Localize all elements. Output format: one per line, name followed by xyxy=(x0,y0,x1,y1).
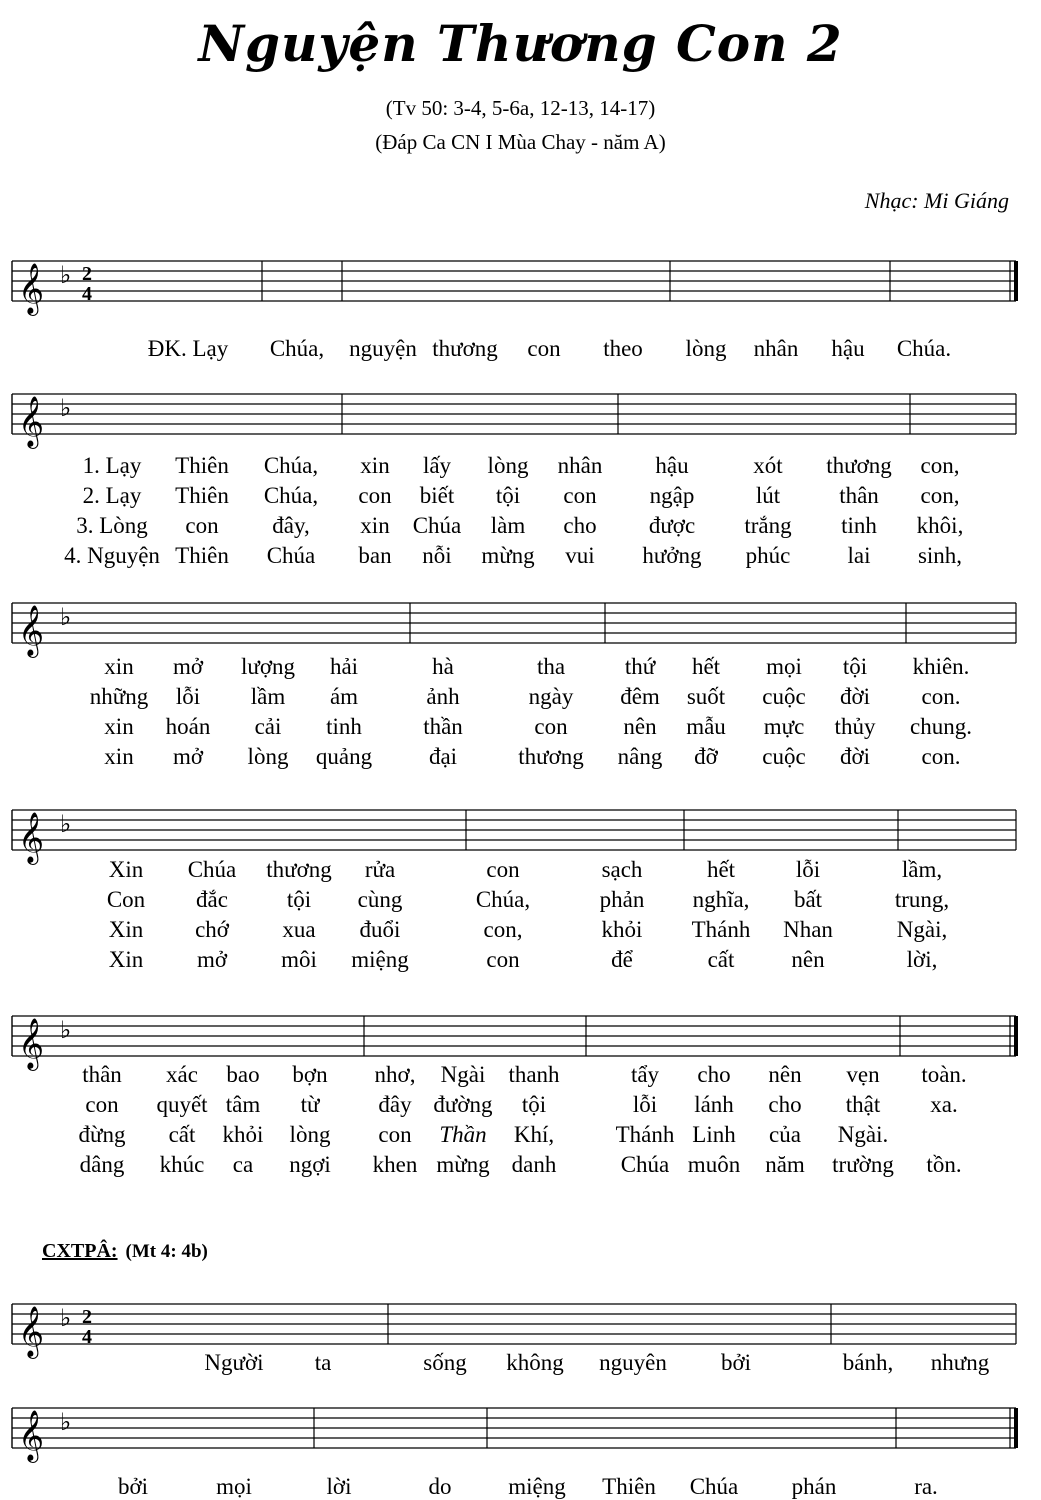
lyric-syllable: Chúa xyxy=(187,857,237,882)
lyric-syllable: nhân xyxy=(557,453,603,478)
lyric-syllable: môi xyxy=(281,947,317,972)
lyric-syllable: cùng xyxy=(357,887,403,912)
lyric-syllable: cho xyxy=(768,1092,802,1117)
lyric-syllable: thật xyxy=(845,1092,881,1117)
time-signature-top: 2 xyxy=(82,263,92,285)
lyric-syllable: xin xyxy=(104,714,134,739)
lyric-syllable: lời xyxy=(326,1474,352,1499)
lyric-syllable: Chúa, xyxy=(475,887,531,912)
lyric-syllable: tội xyxy=(495,483,521,508)
flat-icon: ♭ xyxy=(60,261,72,289)
lyric-syllable: mẫu xyxy=(686,714,726,739)
lyric-syllable: theo xyxy=(603,336,643,361)
lyric-syllable: đuổi xyxy=(359,917,401,942)
lyric-syllable: bởi xyxy=(117,1474,149,1499)
lyric-syllable: lầm xyxy=(250,684,286,709)
lyric-syllable: miệng xyxy=(351,947,409,972)
lyric-syllable: lỗi xyxy=(632,1092,658,1117)
psalm-reference: (Tv 50: 3-4, 5-6a, 12-13, 14-17) xyxy=(385,96,656,120)
lyric-syllable: con xyxy=(85,1092,119,1117)
lyric-syllable: cuộc xyxy=(762,744,806,769)
lyric-syllable: khiên. xyxy=(912,654,970,679)
lyric-syllable: đây xyxy=(378,1092,412,1117)
lyric-syllable: nhưng xyxy=(930,1350,990,1375)
lyric-syllable: sống xyxy=(423,1350,467,1375)
lyric-syllable: ngập xyxy=(649,483,695,508)
lyric-syllable: Thiên xyxy=(175,453,229,478)
lyric-syllable: cất xyxy=(707,947,735,972)
lyric-syllable: Xin xyxy=(108,857,144,882)
lyric-syllable: ảnh xyxy=(426,684,460,709)
lyric-syllable: ĐK. Lạy xyxy=(147,336,229,361)
lyric-syllable: ám xyxy=(329,684,359,709)
lyric-syllable: cất xyxy=(168,1122,196,1147)
lyric-syllable: Thiên xyxy=(175,483,229,508)
lyric-syllable: tinh xyxy=(841,513,877,538)
lyric-syllable: ngày xyxy=(528,684,574,709)
lyric-syllable: lỗi xyxy=(175,684,201,709)
lyric-syllable: mực xyxy=(763,714,805,739)
treble-clef-icon: 𝄞 xyxy=(18,396,45,447)
lyric-syllable: Xin xyxy=(108,947,144,972)
lyric-syllable: Chúa xyxy=(266,543,316,568)
lyric-syllable: 1. Lạy xyxy=(82,453,142,478)
lyric-syllable: nâng xyxy=(617,744,663,769)
lyric-syllable: xin xyxy=(104,654,134,679)
lyric-syllable: khỏi xyxy=(222,1122,264,1147)
lyric-syllable: Ngài xyxy=(440,1062,486,1087)
lyric-syllable: đại xyxy=(428,744,458,769)
lyric-syllable: 4. Nguyện xyxy=(64,543,160,568)
lyric-syllable: vẹn xyxy=(846,1062,880,1087)
treble-clef-icon: 𝄞 xyxy=(18,263,45,314)
staff-3 xyxy=(0,593,1041,656)
lyric-syllable: Thánh xyxy=(615,1122,675,1147)
lyric-syllable: trắng xyxy=(744,513,792,538)
lyric-syllable: con, xyxy=(920,453,960,478)
lyric-syllable: những xyxy=(89,684,149,709)
lyric-syllable: xua xyxy=(282,917,316,942)
lyric-syllable: năm xyxy=(765,1152,805,1177)
lyric-syllable: nhơ, xyxy=(374,1062,416,1087)
lyric-syllable: phán xyxy=(791,1474,837,1499)
lyric-syllable: Con xyxy=(106,887,146,912)
lyric-syllable: nguyện xyxy=(349,336,417,361)
lyric-syllable: đời xyxy=(839,684,871,709)
lyric-syllable: xin xyxy=(360,453,390,478)
lyric-syllable: đời xyxy=(839,744,871,769)
lyric-syllable: đây, xyxy=(272,513,310,538)
acclamation-label: CXTPÂ: xyxy=(42,1240,118,1262)
lyric-syllable: Thánh xyxy=(691,917,751,942)
lyric-syllable: con xyxy=(486,947,520,972)
lyric-syllable: được xyxy=(648,513,696,538)
lyric-syllable: con xyxy=(378,1122,412,1147)
lyric-syllable: muôn xyxy=(687,1152,741,1177)
lyric-syllable: trung, xyxy=(894,887,950,912)
lyric-syllable: Ngài. xyxy=(837,1122,889,1147)
lyric-syllable: chung. xyxy=(910,714,972,739)
lyric-syllable: Chúa. xyxy=(896,336,952,361)
lyric-syllable: thần xyxy=(423,714,463,739)
lyric-syllable: biết xyxy=(419,483,455,508)
lyric-syllable: sạch xyxy=(601,857,643,882)
lyric-syllable: Chúa, xyxy=(263,483,319,508)
lyric-syllable: khúc xyxy=(159,1152,205,1177)
lyric-syllable: con, xyxy=(483,917,523,942)
lyric-syllable: thương xyxy=(518,744,584,769)
lyric-syllable: mọi xyxy=(216,1474,252,1499)
lyric-syllable: lỗi xyxy=(795,857,821,882)
lyric-syllable: do xyxy=(428,1474,452,1499)
lyric-syllable: bất xyxy=(793,887,823,912)
lyric-syllable: thứ xyxy=(624,654,656,679)
lyric-syllable: khôi, xyxy=(916,513,964,538)
lyric-syllable: suốt xyxy=(686,684,726,709)
lyric-syllable: phúc xyxy=(745,543,791,568)
treble-clef-icon: 𝄞 xyxy=(18,1306,45,1357)
lyric-syllable: xin xyxy=(104,744,134,769)
lyric-syllable: của xyxy=(769,1122,801,1147)
lyric-syllable: con xyxy=(527,336,561,361)
lyric-syllable: hết xyxy=(691,654,721,679)
lyric-syllable: nỗi xyxy=(422,543,452,568)
lyric-syllable: tồn. xyxy=(926,1152,962,1177)
treble-clef-icon: 𝄞 xyxy=(18,605,45,656)
lyric-syllable: khen xyxy=(372,1152,418,1177)
lyric-syllable: đường xyxy=(433,1092,493,1117)
song-title: Nguyện Thương Con 2 xyxy=(198,14,843,73)
lyric-syllable: cho xyxy=(697,1062,731,1087)
acclamation-heading xyxy=(42,1240,208,1263)
staff-7 xyxy=(0,1398,1041,1461)
lyric-syllable: lời, xyxy=(906,947,938,972)
lyric-syllable: bánh, xyxy=(842,1350,894,1375)
lyric-syllable: mở xyxy=(172,654,204,679)
lyric-syllable: Chúa, xyxy=(263,453,319,478)
lyric-syllable: làm xyxy=(490,513,526,538)
lyric-syllable: thương xyxy=(432,336,498,361)
lyric-syllable: ban xyxy=(358,543,392,568)
lyric-syllable: phản xyxy=(599,887,645,912)
lyric-syllable: rửa xyxy=(364,857,396,882)
lyric-syllable: tha xyxy=(536,654,566,679)
lyric-syllable: mừng xyxy=(436,1152,490,1177)
flat-icon: ♭ xyxy=(60,394,72,422)
lyric-syllable: để xyxy=(611,947,633,972)
time-signature-bottom: 4 xyxy=(82,283,92,305)
lyric-syllable: thanh xyxy=(508,1062,560,1087)
lyric-syllable: ca xyxy=(232,1152,254,1177)
lyric-syllable: Chúa, xyxy=(269,336,325,361)
lyric-syllable: nên xyxy=(623,714,657,739)
staff-4 xyxy=(0,800,1041,863)
treble-clef-icon: 𝄞 xyxy=(18,1410,45,1461)
lyric-syllable: hưởng xyxy=(642,543,702,568)
lyric-syllable: xin xyxy=(360,513,390,538)
lyric-syllable: toàn. xyxy=(921,1062,967,1087)
lyric-syllable: ta xyxy=(314,1350,332,1375)
flat-icon: ♭ xyxy=(60,810,72,838)
time-signature-bottom: 4 xyxy=(82,1326,92,1348)
treble-clef-icon: 𝄞 xyxy=(18,812,45,863)
lyric-syllable: hậu xyxy=(655,453,689,478)
lyric-syllable: mở xyxy=(172,744,204,769)
lyric-syllable: nhân xyxy=(753,336,799,361)
lyric-syllable: mọi xyxy=(766,654,802,679)
lyric-syllable: lòng xyxy=(289,1122,331,1147)
lyric-syllable: đắc xyxy=(196,887,228,912)
lyric-syllable: 2. Lạy xyxy=(82,483,142,508)
flat-icon: ♭ xyxy=(60,1016,72,1044)
lyric-syllable: Thiên xyxy=(602,1474,656,1499)
lyric-syllable: con xyxy=(358,483,392,508)
lyric-syllable: xác xyxy=(166,1062,198,1087)
lyric-syllable: Xin xyxy=(108,917,144,942)
lyric-syllable: thương xyxy=(266,857,332,882)
staff-6 xyxy=(0,1294,1041,1357)
lyric-syllable: quyết xyxy=(156,1092,208,1117)
lyric-syllable: tội xyxy=(842,654,868,679)
lyric-syllable: Khí, xyxy=(513,1122,555,1147)
staff-2 xyxy=(0,384,1041,447)
lyric-syllable: Chúa xyxy=(620,1152,670,1177)
lyric-syllable: chớ xyxy=(195,917,229,942)
lyric-syllable: lòng xyxy=(247,744,289,769)
lyric-syllable: bởi xyxy=(720,1350,752,1375)
lyric-syllable: xa. xyxy=(930,1092,958,1117)
lyric-syllable: bao xyxy=(226,1062,260,1087)
lyric-syllable: vui xyxy=(565,543,595,568)
acclamation-reference: (Mt 4: 4b) xyxy=(125,1241,208,1262)
staff-1 xyxy=(0,251,1041,314)
time-signature-top: 2 xyxy=(82,1306,92,1328)
treble-clef-icon: 𝄞 xyxy=(18,1018,45,1069)
lyric-syllable: tội xyxy=(286,887,312,912)
lyric-syllable: khỏi xyxy=(601,917,643,942)
liturgy-reference: (Đáp Ca CN I Mùa Chay - năm A) xyxy=(375,130,666,154)
lyric-syllable: lút xyxy=(755,483,781,508)
lyric-syllable: Ngài, xyxy=(896,917,948,942)
lyric-syllable: cho xyxy=(563,513,597,538)
lyric-syllable: đừng xyxy=(78,1122,126,1147)
lyric-syllable: ra. xyxy=(914,1474,938,1499)
lyric-syllable: 3. Lòng xyxy=(76,513,148,538)
lyric-syllable: lai xyxy=(847,543,871,568)
lyric-syllable: nghĩa, xyxy=(692,887,750,912)
lyric-syllable: con xyxy=(563,483,597,508)
flat-icon: ♭ xyxy=(60,1304,72,1332)
lyric-syllable: Linh xyxy=(692,1122,736,1147)
lyric-syllable: thân xyxy=(82,1062,122,1087)
lyric-syllable: tâm xyxy=(225,1092,261,1117)
flat-icon: ♭ xyxy=(60,1408,72,1436)
lyric-syllable: sinh, xyxy=(917,543,963,568)
lyric-syllable: tội xyxy=(521,1092,547,1117)
lyric-syllable: thủy xyxy=(834,714,876,739)
lyric-syllable: thương xyxy=(826,453,892,478)
lyric-syllable: lầm, xyxy=(901,857,943,882)
lyric-syllable: từ xyxy=(300,1092,320,1117)
lyric-syllable: dâng xyxy=(79,1152,125,1177)
lyric-syllable: Thần xyxy=(439,1122,487,1147)
lyric-syllable: con. xyxy=(921,684,961,709)
lyric-syllable: con xyxy=(486,857,520,882)
flat-icon: ♭ xyxy=(60,603,72,631)
lyric-syllable: đêm xyxy=(620,684,660,709)
lyric-syllable: lánh xyxy=(694,1092,734,1117)
lyric-syllable: xót xyxy=(753,453,783,478)
lyric-syllable: Người xyxy=(204,1350,264,1375)
lyric-syllable: hà xyxy=(432,654,454,679)
lyric-syllable: danh xyxy=(511,1152,557,1177)
lyric-syllable: hoán xyxy=(165,714,211,739)
lyric-syllable: con, xyxy=(920,483,960,508)
lyric-syllable: miệng xyxy=(508,1474,566,1499)
lyric-syllable: con. xyxy=(921,744,961,769)
lyric-syllable: Thiên xyxy=(175,543,229,568)
lyric-syllable: cuộc xyxy=(762,684,806,709)
lyric-syllable: hết xyxy=(706,857,736,882)
lyric-syllable: con xyxy=(534,714,568,739)
lyric-syllable: con xyxy=(185,513,219,538)
composer-credit: Nhạc: Mi Giáng xyxy=(864,188,1009,213)
lyric-syllable: tinh xyxy=(326,714,362,739)
lyric-syllable: lòng xyxy=(685,336,727,361)
lyric-syllable: lượng xyxy=(240,654,296,679)
lyric-syllable: không xyxy=(506,1350,564,1375)
lyric-syllable: bợn xyxy=(292,1062,328,1087)
lyric-syllable: lấy xyxy=(422,453,452,478)
staff-5 xyxy=(0,1006,1041,1069)
lyric-syllable: nên xyxy=(768,1062,802,1087)
lyric-syllable: hậu xyxy=(831,336,865,361)
lyric-syllable: hải xyxy=(329,654,359,679)
lyric-syllable: đỡ xyxy=(694,744,718,769)
lyric-syllable: thân xyxy=(839,483,879,508)
lyric-syllable: trường xyxy=(832,1152,894,1177)
lyric-syllable: nguyên xyxy=(599,1350,667,1375)
lyric-syllable: cải xyxy=(254,714,282,739)
lyric-syllable: Chúa xyxy=(412,513,462,538)
lyric-syllable: mở xyxy=(196,947,228,972)
lyric-syllable: lòng xyxy=(487,453,529,478)
lyric-syllable: nên xyxy=(791,947,825,972)
lyric-syllable: tẩy xyxy=(630,1062,660,1087)
lyric-syllable: Nhan xyxy=(783,917,833,942)
lyric-syllable: ngợi xyxy=(289,1152,331,1177)
lyric-syllable: quảng xyxy=(315,744,373,769)
lyric-syllable: mừng xyxy=(481,543,535,568)
lyric-syllable: Chúa xyxy=(689,1474,739,1499)
